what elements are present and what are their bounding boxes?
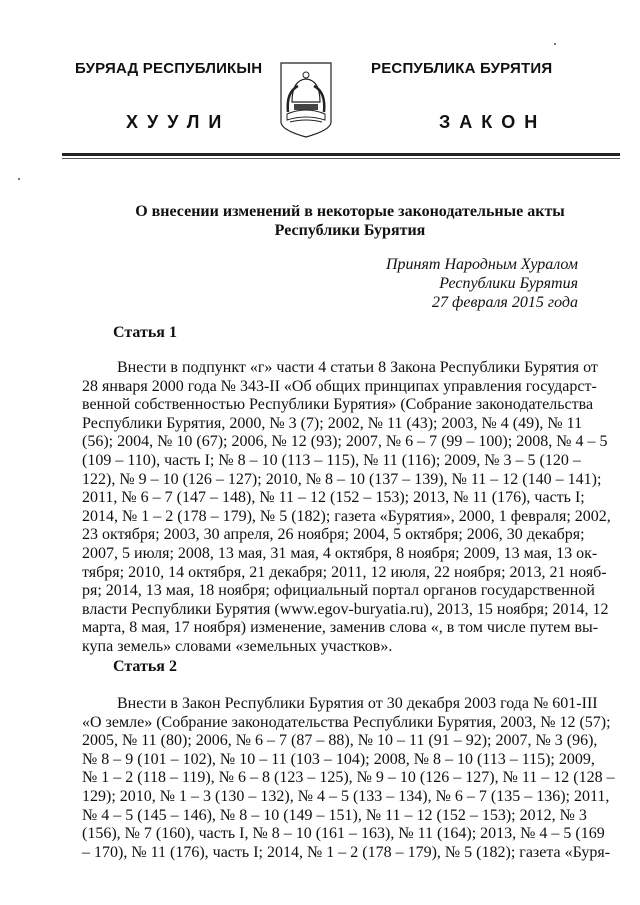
article1-text-line: 122), № 9 – 10 (126 – 127); 2010, № 8 – 10 (137 – 139), № 11 – 12 (140 – 141); bbox=[82, 470, 602, 488]
law-title-line1: О внесении изменений в некоторые законодательные акты bbox=[135, 203, 565, 220]
article2-text-line: – 170), № 11 (176), часть I; 2014, № 1 – 2 (178 – 179), № 5 (182); газета «Буря- bbox=[82, 843, 611, 861]
article2-text-line: «О земле» (Собрание законодательства Республики Бурятия, 2003, № 12 (57); bbox=[82, 713, 611, 731]
adoption-line2: Республики Бурятия bbox=[439, 275, 578, 292]
header-divider-thin bbox=[62, 158, 620, 159]
article1-text-line: 2011, № 6 – 7 (147 – 148), № 11 – 12 (152 – 153); 2013, № 11 (176), часть I; bbox=[82, 489, 585, 507]
article1-text-line: тября; 2010, 14 октября, 21 декабря; 2011, 12 июля, 22 ноября; 2013, 21 нояб- bbox=[82, 563, 607, 581]
article1-text-line: Внести в подпункт «г» части 4 статьи 8 Закона Республики Бурятия от bbox=[117, 359, 598, 376]
law-title-line2: Республики Бурятия bbox=[274, 222, 426, 239]
article2-text-line: 2005, № 11 (80); 2006, № 6 – 7 (87 – 88), № 10 – 11 (91 – 92); 2007, № 3 (96), bbox=[82, 732, 598, 750]
article2-heading: Статья 2 bbox=[113, 658, 177, 675]
article1-text-line: венной собственностью Республики Бурятия» (Собрание законодательства bbox=[82, 396, 594, 414]
article1-text-line: купа земель» словами «земельных участков». bbox=[82, 638, 393, 655]
scan-speck bbox=[18, 178, 20, 180]
article1-text-line: марта, 8 мая, 17 ноября) изменение, заменив слова «, в том числе путем вы- bbox=[82, 619, 599, 637]
article1-text-line: Республики Бурятия, 2000, № 3 (7); 2002, № 11 (43); 2003, № 4 (49), № 11 bbox=[82, 414, 583, 432]
header-divider-thick bbox=[62, 153, 620, 156]
article1-text-line: 23 октября; 2003, 30 апреля, 26 ноября; 2004, 5 октября; 2006, 30 декабря; bbox=[82, 526, 585, 544]
article2-text-line: № 4 – 5 (145 – 146), № 8 – 10 (149 – 151), № 11 – 12 (152 – 153); 2012, № 3 bbox=[82, 806, 587, 824]
article1-text-line: власти Республики Бурятия (www.egov-buryatia.ru), 2013, 15 ноября; 2014, 12 bbox=[82, 600, 609, 618]
header-republic-buryatia: РЕСПУБЛИКА БУРЯТИЯ bbox=[371, 60, 553, 77]
adoption-line1: Принят Народным Хуралом bbox=[385, 256, 578, 273]
article1-text-line: ря; 2014, 13 мая, 18 ноября; официальный портал органов государственной bbox=[82, 582, 595, 600]
article2-text-line: № 1 – 2 (118 – 119), № 6 – 8 (123 – 125), № 9 – 10 (126 – 127), № 11 – 12 (128 – bbox=[82, 769, 615, 787]
article2-text-line: 129); 2010, № 1 – 3 (130 – 132), № 4 – 5 (133 – 134), № 6 – 7 (135 – 136); 2011, bbox=[82, 788, 610, 805]
adoption-date: 27 февраля 2015 года bbox=[432, 294, 578, 311]
coat-of-arms-emblem-icon bbox=[280, 62, 332, 138]
article2-text-line: (156), № 7 (160), часть I, № 8 – 10 (161 – 163), № 11 (164); 2013, № 4 – 5 (169 bbox=[82, 825, 605, 843]
header-zakon: ЗАКОН bbox=[439, 112, 547, 132]
article1-heading: Статья 1 bbox=[113, 324, 177, 341]
article1-text-line: 28 января 2000 года № 343-II «Об общих принципах управления государст- bbox=[82, 377, 597, 395]
article1-text-line: 2014, № 1 – 2 (178 – 179), № 5 (182); газета «Бурятия», 2000, 1 февраля; 2002, bbox=[82, 507, 611, 525]
header-khuuli: ХУУЛИ bbox=[126, 112, 231, 132]
article2-text-line: Внести в Закон Республики Бурятия от 30 декабря 2003 года № 601-III bbox=[117, 695, 598, 712]
header-buryat-republic: БУРЯАД РЕСПУБЛИКЫН bbox=[75, 60, 263, 77]
scan-speck bbox=[554, 43, 556, 45]
article1-text-line: (109 – 110), часть I; № 8 – 10 (113 – 115), № 11 (116); 2009, № 3 – 5 (120 – bbox=[82, 452, 581, 469]
article1-text-line: 2007, 5 июля; 2008, 13 мая, 31 мая, 4 октября, 8 ноября; 2009, 13 мая, 13 ок- bbox=[82, 545, 598, 562]
article2-text-line: № 8 – 9 (101 – 102), № 10 – 11 (103 – 104); 2008, № 8 – 10 (113 – 115); 2009, bbox=[82, 750, 595, 768]
article1-text-line: (56); 2004, № 10 (67); 2006, № 12 (93); 2007, № 6 – 7 (99 – 100); 2008, № 4 – 5 bbox=[82, 433, 608, 451]
